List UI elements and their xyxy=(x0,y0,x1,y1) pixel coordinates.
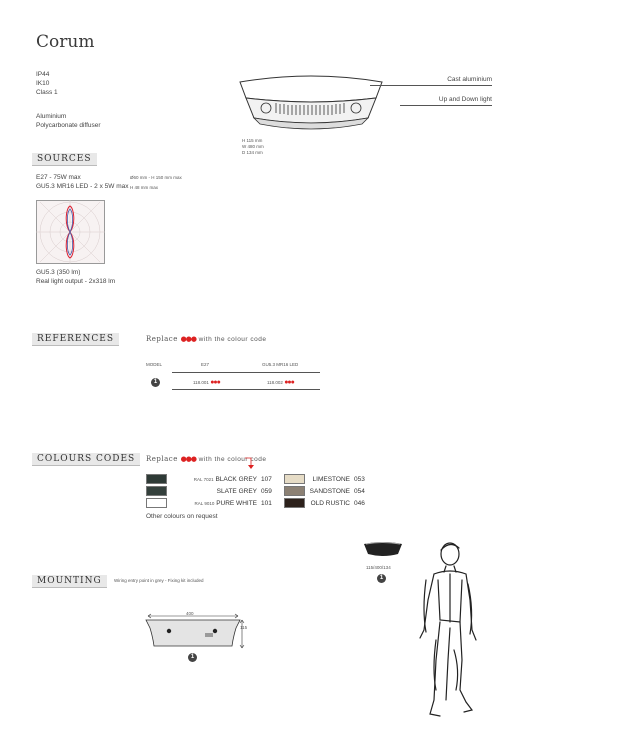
colour-name: BLACK GREY xyxy=(215,475,257,483)
mounting-width-label: 400 xyxy=(186,611,194,616)
references-heading: REFERENCES xyxy=(32,333,119,346)
label-leader-bottom xyxy=(400,105,492,106)
dimension-h: H 115 mm xyxy=(242,138,263,143)
colours-replace-dots: ●●● xyxy=(180,455,196,463)
photometric-caption xyxy=(36,268,115,286)
colour-code: 053 xyxy=(354,475,365,483)
colour-row xyxy=(146,485,272,497)
source-note-gu53: H 48 mm max xyxy=(130,185,159,190)
colour-code: 107 xyxy=(261,475,272,483)
replace-dots: ●●● xyxy=(180,335,196,343)
material-body: Aluminium xyxy=(36,113,67,120)
references-rule-top xyxy=(172,372,320,373)
ref-e27-dots: ●●● xyxy=(210,379,220,386)
mounting-height-label: 115 xyxy=(240,625,248,630)
material-list xyxy=(36,112,101,130)
colour-swatch xyxy=(284,486,305,496)
references-col-model: MODEL xyxy=(146,362,163,367)
photometric-caption-line1: GU5.3 (350 lm) xyxy=(36,269,81,276)
dimension-w: W 480 mm xyxy=(242,144,264,149)
ref-gu53-dots: ●●● xyxy=(284,379,294,386)
row-marker: 1 xyxy=(151,378,160,387)
small-lamp-icon xyxy=(362,540,404,560)
colour-list-right xyxy=(284,473,365,509)
label-leader-top xyxy=(370,85,492,86)
label-cast-aluminium: Cast aluminium xyxy=(447,76,492,83)
colour-list-left xyxy=(146,473,272,509)
colour-row xyxy=(284,485,365,497)
colours-heading: COLOURS CODES xyxy=(32,453,140,466)
colour-name: OLD RUSTIC xyxy=(310,499,350,507)
colour-row xyxy=(284,497,365,509)
spec-class: Class 1 xyxy=(36,89,58,96)
label-up-down: Up and Down light xyxy=(438,96,492,103)
scale-marker: 1 xyxy=(377,574,386,583)
colour-label xyxy=(167,474,257,485)
colour-label xyxy=(167,498,257,509)
ref-e27 xyxy=(193,380,220,386)
other-colours-note: Other colours on request xyxy=(146,513,218,520)
colour-code: 059 xyxy=(261,487,272,495)
colour-code: 046 xyxy=(354,499,365,507)
photometric-caption-line2: Real light output - 2x318 lm xyxy=(36,278,116,285)
colour-swatch xyxy=(284,498,305,508)
colour-swatch xyxy=(146,486,167,496)
colour-row xyxy=(146,497,272,509)
colours-replace-label: Replace xyxy=(146,455,178,463)
scale-dims: 115/400/134 xyxy=(366,565,391,570)
material-diffuser: Polycarbonate diffuser xyxy=(36,122,101,129)
references-col-gu53: GU5.3 MR16 LED xyxy=(262,362,299,367)
colour-name: SANDSTONE xyxy=(309,487,350,495)
human-scale-sketch xyxy=(410,540,490,720)
mounting-note: Wiring entry point in grey - Fixing kit included xyxy=(114,578,204,583)
references-col-e27: E27 xyxy=(201,362,210,367)
spec-ik: IK10 xyxy=(36,80,50,87)
colour-ral: RAL 7021 xyxy=(193,476,214,482)
colour-name: SLATE GREY xyxy=(216,487,257,495)
sources-heading: SOURCES xyxy=(32,153,97,166)
colour-swatch xyxy=(146,498,167,508)
replace-suffix: with the colour code xyxy=(198,336,267,343)
spec-ip: IP44 xyxy=(36,71,50,78)
colour-swatch xyxy=(284,474,305,484)
mounting-heading: MOUNTING xyxy=(32,575,107,588)
mounting-marker: 1 xyxy=(188,653,197,662)
ref-gu53 xyxy=(267,380,294,386)
colour-code: 054 xyxy=(354,487,365,495)
colour-swatch xyxy=(146,474,167,484)
ref-e27-code: 118.001 xyxy=(193,380,209,385)
colour-row xyxy=(284,473,365,485)
references-replace-note xyxy=(146,335,266,343)
spec-list xyxy=(36,70,58,97)
references-rule-bottom xyxy=(172,389,320,390)
page-title: Corum xyxy=(36,32,95,52)
colour-name: LIMESTONE xyxy=(312,475,350,483)
dimension-list xyxy=(242,138,264,156)
arrow-down-icon xyxy=(244,456,256,470)
colour-label xyxy=(167,486,257,497)
source-gu53: GU5.3 MR16 LED - 2 x 5W max xyxy=(36,183,129,190)
sources-lines xyxy=(36,173,128,191)
replace-label: Replace xyxy=(146,335,178,343)
source-note-e27: Ø60 mm - H 150 mm max xyxy=(130,175,182,180)
colour-ral: RAL 9010 xyxy=(194,500,215,506)
colour-row xyxy=(146,473,272,485)
ref-gu53-code: 118.002 xyxy=(267,380,283,385)
mounting-diagram xyxy=(142,612,252,652)
photometric-diagram xyxy=(36,200,105,264)
product-image xyxy=(236,72,386,134)
colour-name: PURE WHITE xyxy=(216,499,257,507)
dimension-d: D 134 mm xyxy=(242,150,263,155)
source-e27: E27 - 75W max xyxy=(36,174,81,181)
colour-code: 101 xyxy=(261,499,272,507)
colours-replace-suffix: with the colour code xyxy=(198,456,267,463)
sources-notes xyxy=(130,175,182,191)
